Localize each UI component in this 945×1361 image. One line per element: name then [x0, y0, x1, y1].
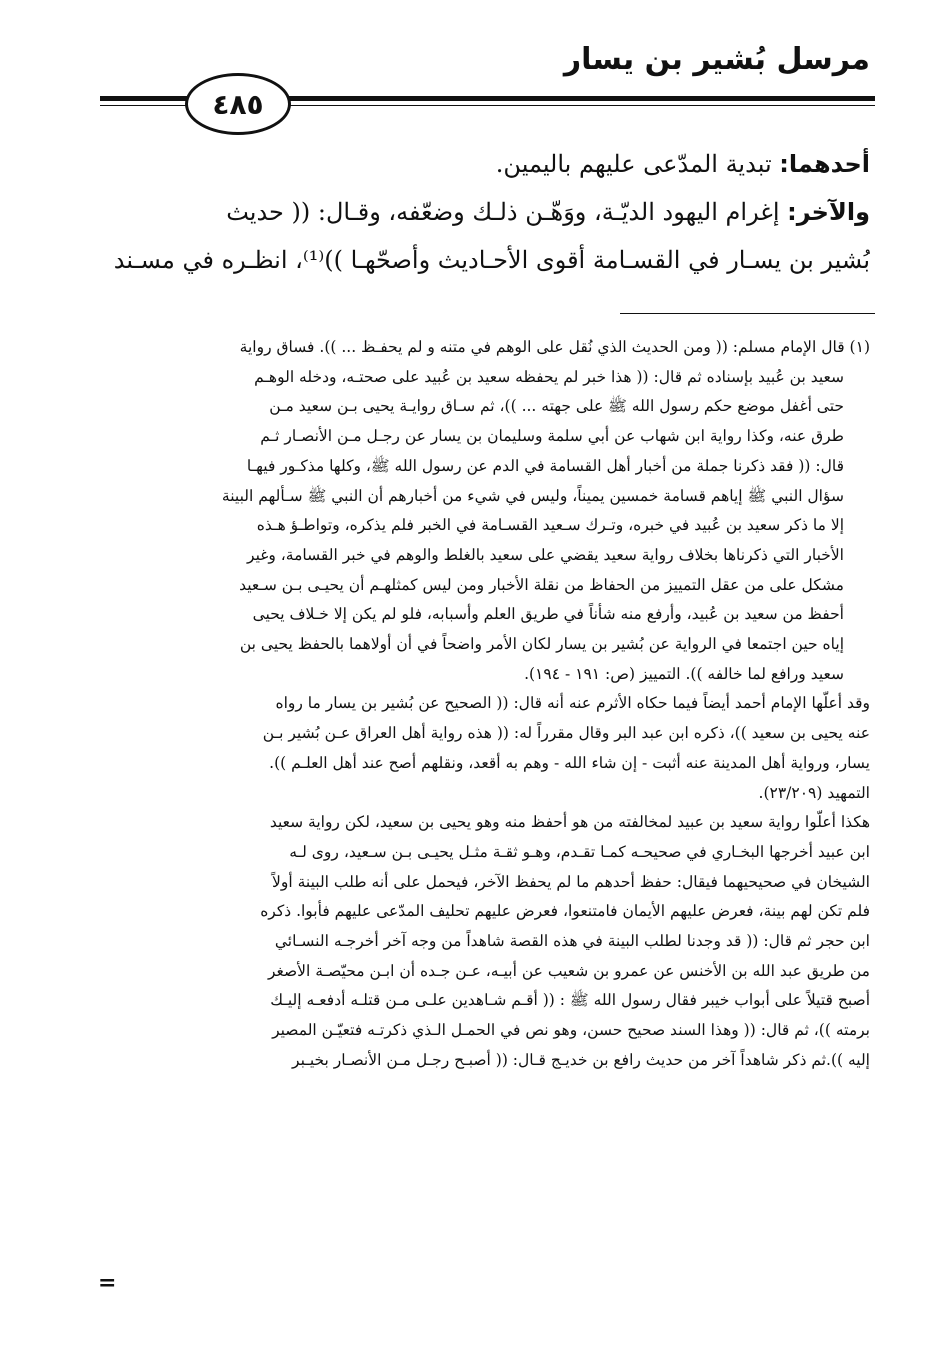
footnote-line: إياه حين اجتمعا في الرواية عن بُشير بن يسار لكان الأمر واضحاً في أن أولاهما بالحفظ يحيى بن [239, 635, 844, 654]
footnote-line: وقد أعلّها الإمام أحمد أيضاً فيما حكاه الأثرم عنه أنه قال: (( الصحيح عن بُشير بن يسار ما رواه [275, 694, 870, 713]
footnote-line: الشيخان في صحيحيهما فيقال: حفظ أحدهم ما لم يحفظ الآخر، فيحمل على أنه طلب البينة أولاً [272, 872, 870, 891]
page-number-badge [185, 73, 291, 135]
footnote-line: سعيد ورافع لما خالفه )). التمييز (ص: ١٩١ - ١٩٤). [524, 664, 844, 683]
line-text: إغرام اليهود الديّـة، ووَهّـن ذلـك وضعّفه، وقـال: (( حديث [226, 198, 788, 226]
footnote-separator [620, 313, 875, 314]
footnote-line: طرق عنه، وكذا رواية ابن شهاب عن أبي سلمة وسليمان بن يسار عن رجـل مـن الأنصـار ثـم [260, 427, 844, 446]
footnote-line: أحفظ من سعيد بن عُبيد، وأرفع منه شأناً في طريق العلم وأسبابه، فلو لم يكن إلا خـلاف يحيى [252, 605, 844, 624]
footnote-line: مشكل على من عقل التمييز من الحفاظ من نقلة الأخبار ومن ليس كمثلهـم أن يحيـى بـن سـعيد [239, 575, 844, 594]
footnote-line: برمته ))، ثم قال: (( وهذا السند صحيح حسن، وهو نص في الحمـل الـذي ذكرتـه فتعيّـن المصير [272, 1021, 870, 1040]
footnote-line: إلا ما ذكر سعيد بن عُبيد في خبره، وتـرك سـعيد القسـامة في الخبر فلم يذكره، وتواطـؤ هـذه [256, 516, 844, 535]
footnote-line: الأخبار التي ذكرناها بخلاف رواية سعيد يقضي على سعيد بالغلط والوهم في خبر القسامة، وغير [247, 545, 844, 564]
footnote-line: التمهيد (٢٣/٢٠٩). [758, 783, 870, 802]
footnote-line: من طريق عبد الله بن الأخنس عن عمرو بن شعيب عن أبيـه، عـن جـده أن ابـن محيّصـة الأصغر [267, 961, 870, 980]
line-text: بُشير بن يسـار في القسـامة أقوى الأحـاديث وأصحّهـا ))⁽¹⁾، انظـره في مسـند [113, 246, 870, 274]
line-label: والآخر: [787, 198, 870, 226]
footnotes [100, 333, 870, 1076]
footnote-line: عنه يحيى بن سعيد ))، ذكره ابن عبد البر وقال مقرراً له: (( هذه رواية أهل العراق عـن بُشير بـن [262, 724, 870, 743]
line-label: أحدهما: [779, 150, 870, 178]
main-line [100, 140, 870, 188]
main-line [100, 236, 870, 284]
footnote-line: (١) قال الإمام مسلم: (( ومن الحديث الذي نُقل على الوهم في متنه و لم يحفـظ ... )). فساق رواية [239, 338, 870, 356]
running-header-title: مرسل بُشير بن يسار [563, 42, 870, 77]
main-line [100, 188, 870, 236]
footnote-line: فلم تكن لهم بينة، فعرض عليهم الأيمان فامتنعوا، فعرض عليهم تحليف المدّعى عليهم فأبوا. ذكره [260, 902, 870, 921]
footnote-line: يسار، ورواية أهل المدينة عنه أثبت - إن شاء الله - وهم به أقعد، ونقلهم أصح عند أهل العلـم )). [269, 753, 870, 772]
footnote-line: أصبح قتيلاً على أبواب خيبر فقال رسول الله ﷺ : (( أقـم شـاهدين علـى مـن قتلـه أدفعـه إليـك [270, 991, 870, 1010]
footnote-line: إليه )).ثم ذكر شاهداً آخر من حديث رافع بن خديـج قـال: (( أصبـح رجـل مـن الأنصـار بخيـبر [292, 1050, 870, 1069]
footnote-line: حتى أغفل موضع حكم رسول الله ﷺ على جهته ... ))، ثم سـاق روايـة يحيى بـن سعيد مـن [269, 397, 844, 416]
footnote-line: ابن حجر ثم قال: (( قد وجدنا لطلب البينة في هذه القصة شاهداً من وجه آخر أخرجـه النسـائي [274, 932, 870, 951]
continuation-mark: = [98, 1270, 117, 1296]
footnote-line: سؤال النبي ﷺ إياهم قسامة خمسين يميناً، وليس في شيء من أخبارهم أن النبي ﷺ سـألهم البينة [221, 486, 844, 505]
line-text: تبدية المدّعى عليهم باليمين. [495, 150, 780, 178]
main-text [100, 140, 870, 284]
footnote-line: قال: (( فقد ذكرنا جملة من أخبار أهل القسامة في الدم عن رسول الله ﷺ، وكلها مذكـور فيهـا [246, 456, 844, 475]
footnote-line: سعيد بن عُبيد بإسناده ثم قال: (( هذا خبر لم يحفظه سعيد بن عُبيد على صحتـه، ودخله الوهـم [254, 367, 844, 386]
footnote-line: ابن عبيد أخرجها البخـاري في صحيحـه كمـا تقـدم، وهـو ثقـة مثـل يحيـى بـن سـعيد، روى لـه [289, 842, 870, 861]
page-number: ٤٨٥ [212, 87, 264, 121]
footnote-line: هكذا أعلّوا رواية سعيد بن عبيد لمخالفته من هو أحفظ منه وهو يحيى بن سعيد، لكن رواية سعيد [269, 813, 870, 832]
